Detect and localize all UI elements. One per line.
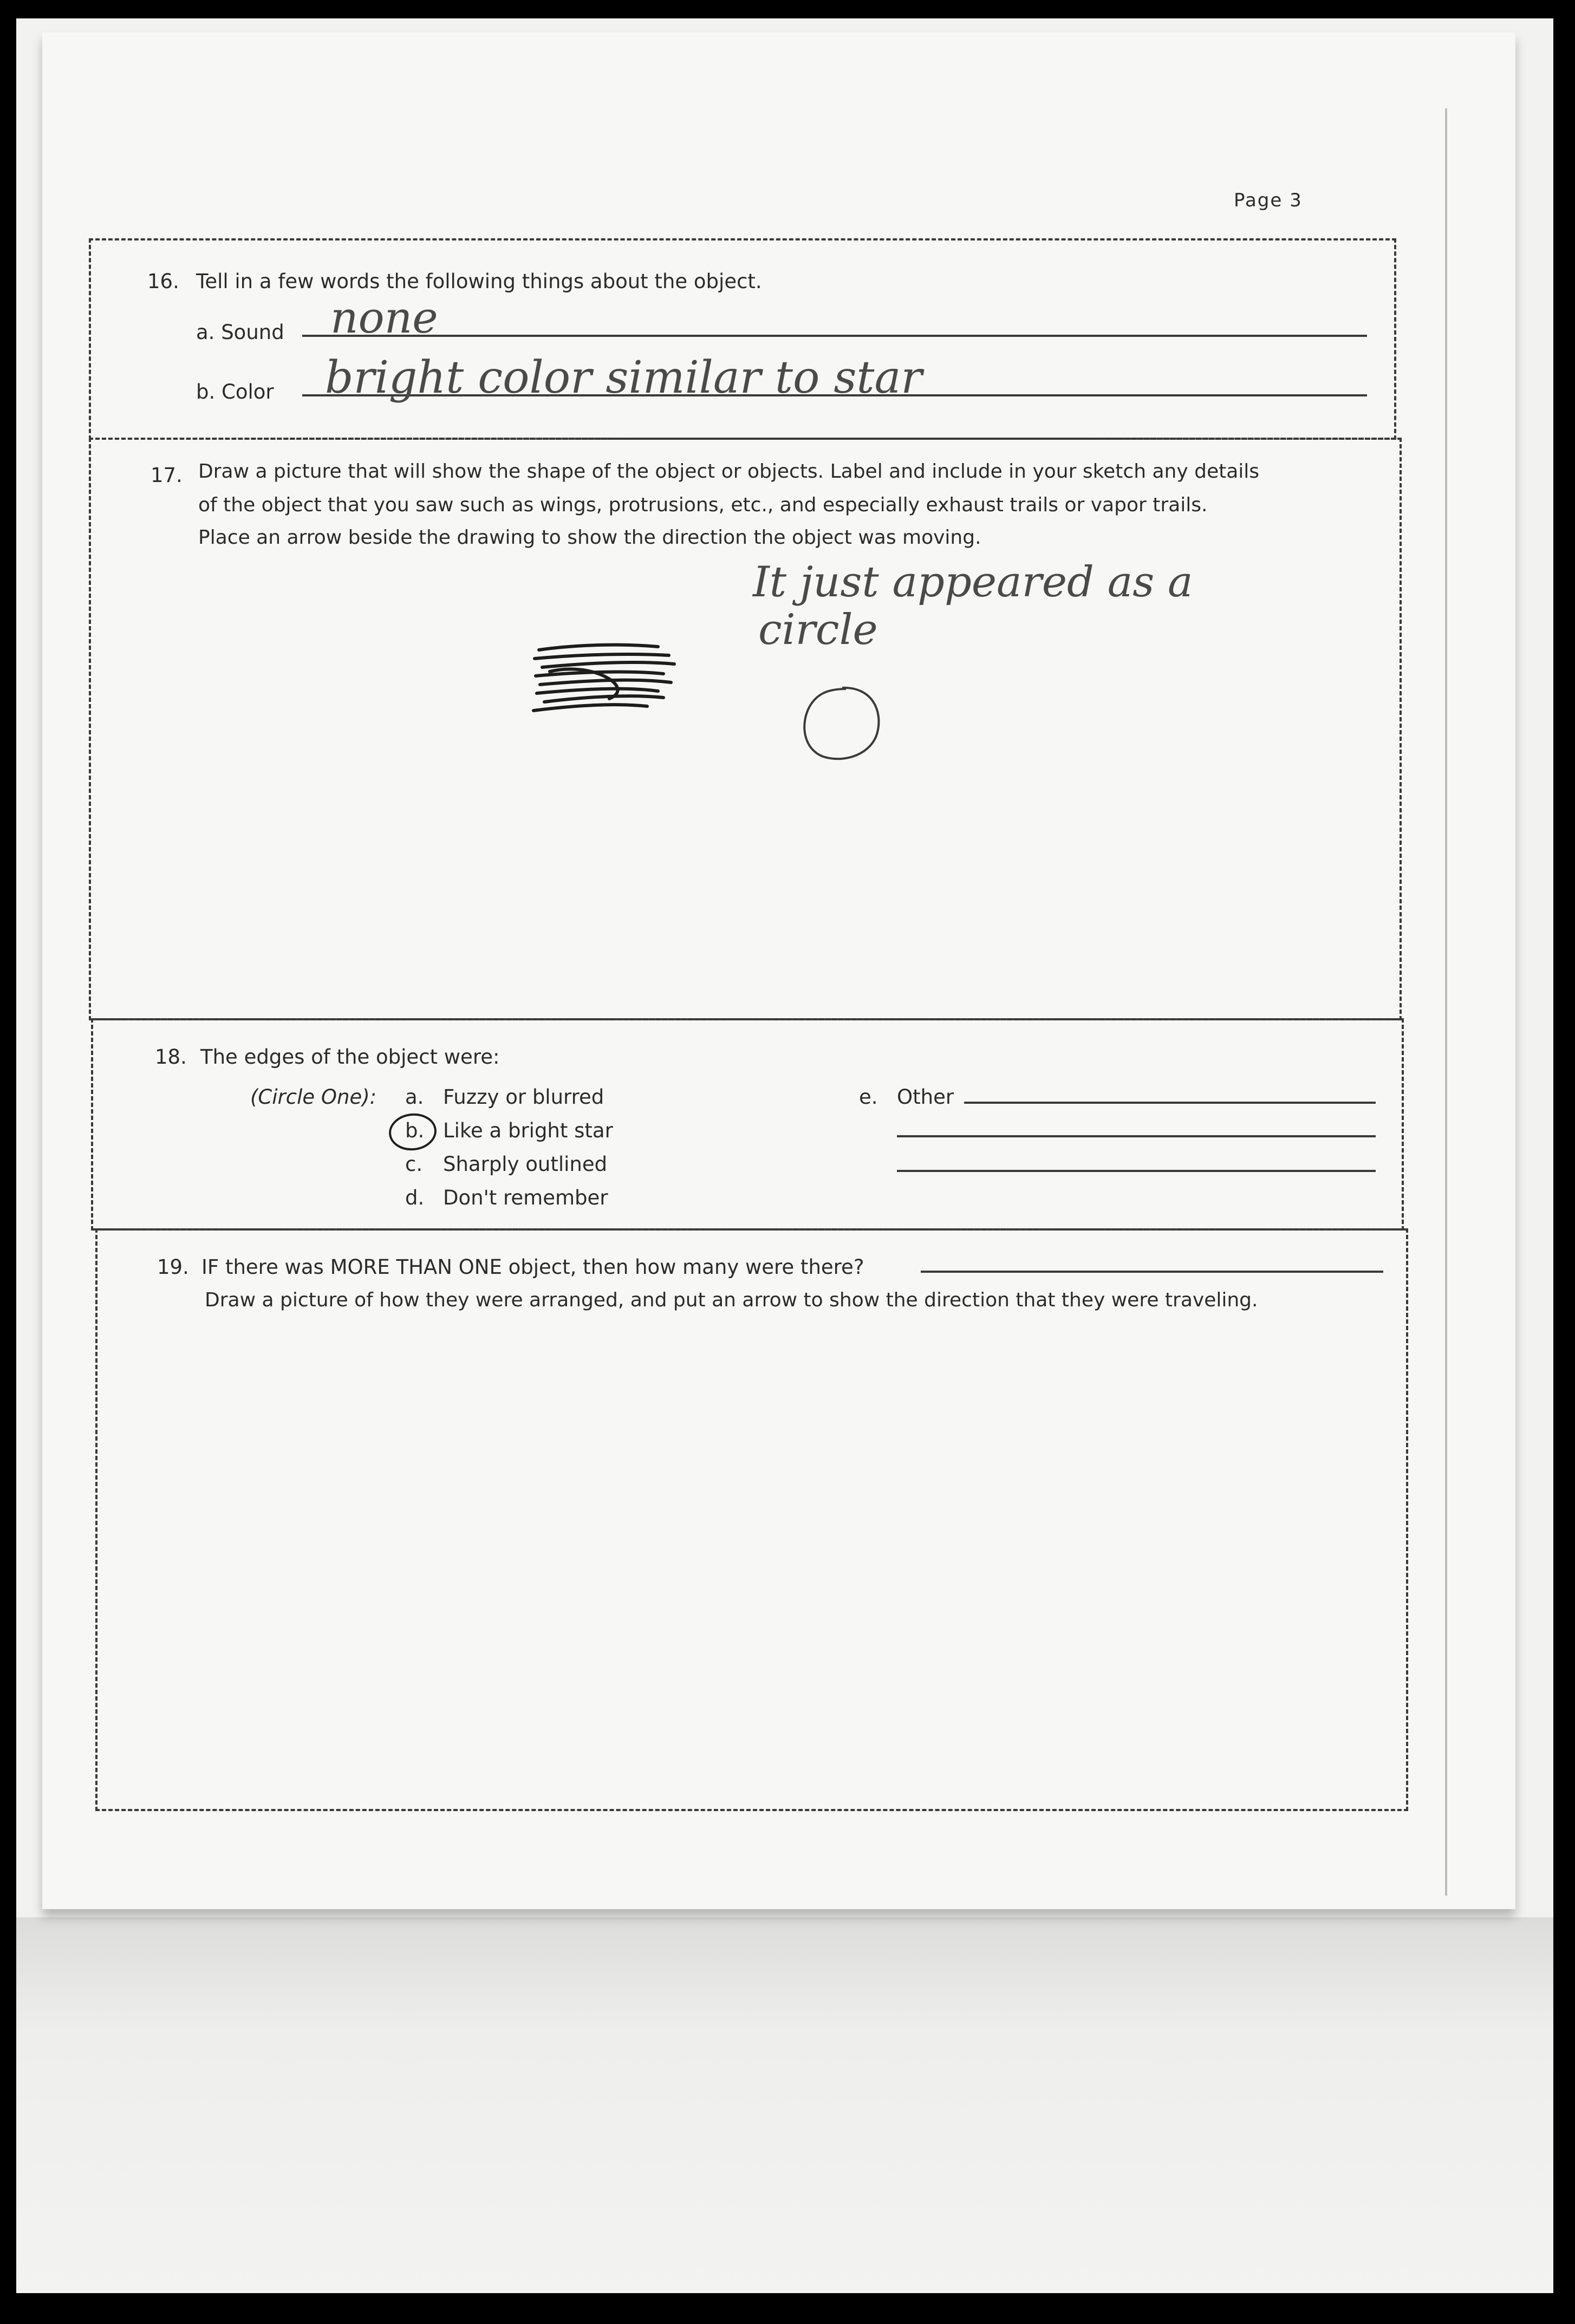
q18-option-b-text: Like a bright star [443, 1119, 613, 1142]
drawn-circle-icon [796, 683, 888, 765]
q16-color-label: b. Color [196, 380, 274, 403]
q18-other-line-3 [897, 1170, 1376, 1172]
q18-other-letter: e. [859, 1085, 878, 1109]
scan-lower-band [16, 1917, 1553, 2293]
question-16-box [89, 238, 1396, 440]
q18-number: 18. [155, 1045, 187, 1069]
question-19-box [95, 1228, 1408, 1811]
question-17-box [89, 438, 1402, 1020]
q16-sound-answer: none [330, 292, 438, 343]
q19-line-2: Draw a picture of how they were arranged, and put an arrow to show the direction that they were traveling. [205, 1289, 1258, 1311]
q17-handwritten-line-1: It just appeared as a [753, 558, 1193, 607]
q16-number: 16. [147, 270, 179, 293]
q18-prompt: The edges of the object were: [200, 1045, 500, 1069]
q16-sound-label: a. Sound [196, 321, 284, 344]
q19-count-line [921, 1271, 1383, 1273]
q17-number: 17. [151, 464, 183, 487]
page-number: Page 3 [1234, 190, 1303, 211]
q17-line-1: Draw a picture that will show the shape of the object or objects. Label and include in your sketch any details [198, 460, 1260, 483]
q18-option-a-letter: a. [405, 1085, 424, 1109]
q16-color-answer: bright color similar to star [325, 352, 922, 403]
scribble-mark-icon [528, 639, 685, 726]
q17-handwritten-line-2: circle [758, 606, 878, 654]
q19-prompt: IF there was MORE THAN ONE object, then how many were there? [201, 1255, 864, 1279]
q18-other-line-2 [897, 1135, 1376, 1137]
q16-prompt: Tell in a few words the following things about the object. [196, 270, 762, 293]
q18-other-line-1 [964, 1102, 1376, 1104]
q17-line-2: of the object that you saw such as wings, protrusions, etc., and especially exhaust trails or vapor trails. [198, 494, 1208, 516]
q18-option-c-text: Sharply outlined [443, 1153, 608, 1176]
q18-circle-one: (Circle One): [250, 1085, 377, 1109]
page-edge-shadow [1445, 108, 1447, 1896]
q19-number: 19. [157, 1255, 189, 1279]
q17-line-3: Place an arrow beside the drawing to show the direction the object was moving. [198, 526, 981, 549]
q18-option-b-letter: b. [405, 1119, 425, 1142]
q18-option-d-text: Don't remember [443, 1186, 608, 1209]
q18-option-d-letter: d. [405, 1186, 425, 1209]
q16-sound-line [302, 335, 1367, 337]
q18-option-a-text: Fuzzy or blurred [443, 1085, 604, 1109]
q18-option-c-letter: c. [405, 1153, 423, 1176]
q18-other-label: Other [897, 1085, 954, 1109]
